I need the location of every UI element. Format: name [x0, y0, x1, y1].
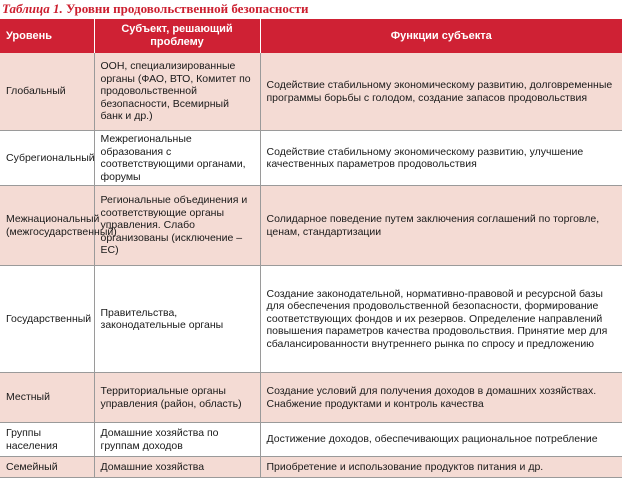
subject-cell: Домашние хозяйства по группам доходов	[94, 423, 260, 457]
header-subject: Субъект, решающий проблему	[94, 19, 260, 53]
level-cell: Субрегиональный	[0, 131, 94, 186]
table-row	[0, 373, 622, 423]
header-level: Уровень	[0, 19, 94, 53]
table-caption	[2, 0, 309, 18]
caption-title: Уровни продовольственной безопасности	[66, 1, 309, 16]
level-cell: Межнациональный (межгосударственный)	[0, 186, 94, 266]
subject-cell: ООН, специализированные органы (ФАО, ВТО, Комитет по продовольственной безопасности, Всемирный банк и др.)	[94, 53, 260, 131]
level-cell: Государственный	[0, 266, 94, 373]
header-functions: Функции субъекта	[260, 19, 622, 53]
table-row	[0, 457, 622, 478]
functions-cell: Содействие стабильному экономическому развитию, долговременные программы борьбы с голодом, создание запасов продовольствия	[260, 53, 622, 131]
food-security-levels-table	[0, 19, 622, 478]
table-row	[0, 53, 622, 131]
table-header-row	[0, 19, 622, 53]
subject-cell: Региональные объединения и соответствующие органы управления. Слабо организованы (исключение – ЕС)	[94, 186, 260, 266]
table-row	[0, 266, 622, 373]
subject-cell: Домашние хозяйства	[94, 457, 260, 478]
functions-cell: Солидарное поведение путем заключения соглашений по торговле, ценам, стандартизации	[260, 186, 622, 266]
functions-cell: Приобретение и использование продуктов питания и др.	[260, 457, 622, 478]
functions-cell: Создание условий для получения доходов в домашних хозяйствах. Снабжение продуктами и контроль качества	[260, 373, 622, 423]
functions-cell: Содействие стабильному экономическому развитию, улучшение качественных параметров продовольствия	[260, 131, 622, 186]
level-cell: Местный	[0, 373, 94, 423]
caption-label: Таблица 1.	[2, 1, 63, 16]
table-row	[0, 423, 622, 457]
level-cell: Глобальный	[0, 53, 94, 131]
table-row	[0, 131, 622, 186]
level-cell: Семейный	[0, 457, 94, 478]
functions-cell: Достижение доходов, обеспечивающих рациональное потребление	[260, 423, 622, 457]
subject-cell: Межрегиональные образования с соответствующими органами, форумы	[94, 131, 260, 186]
functions-cell: Создание законодательной, нормативно-правовой и ресурсной базы для обеспечения продовольственной безопасности, формирование соответствующих фондов и их резервов. Определение направлений повышения параметров качества продовольствия. Принятие мер для сбалансированности внутреннего рынка по спросу и предложению	[260, 266, 622, 373]
subject-cell: Территориальные органы управления (район, область)	[94, 373, 260, 423]
level-cell: Группы населения	[0, 423, 94, 457]
table-row	[0, 186, 622, 266]
subject-cell: Правительства, законодательные органы	[94, 266, 260, 373]
